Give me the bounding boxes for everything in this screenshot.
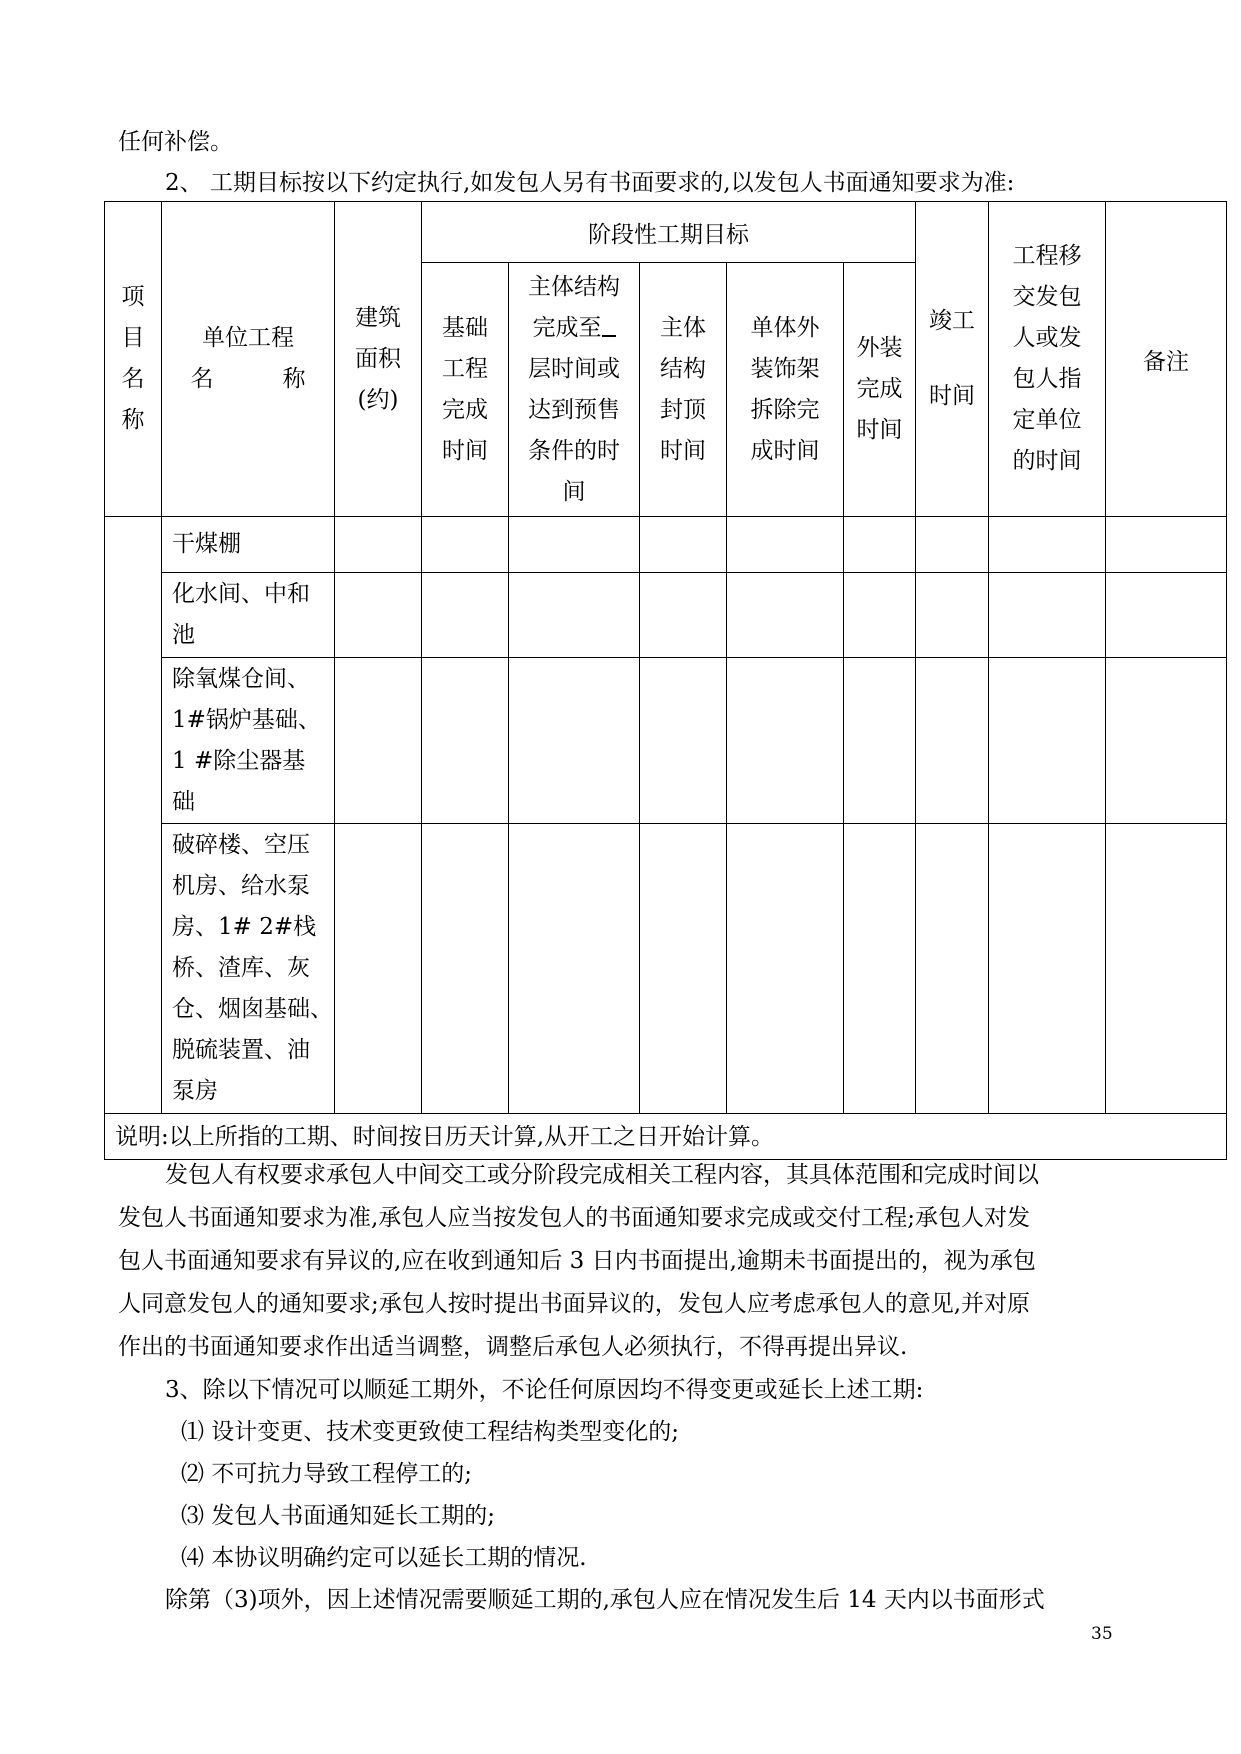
header-stage-scaffold: 单体外 装饰架 拆除完 成时间 [727,263,844,517]
schedule-table [104,201,1227,1160]
header-stage-group: 阶段性工期目标 [422,202,916,263]
list-item: ⑷ 本协议明确约定可以延长工期的情况. [181,1545,587,1571]
page-number: 35 [1091,1624,1113,1644]
unit-name-cell: 破碎楼、空压 机房、给水泵 房、1# 2#栈 桥、渣库、灰 仓、烟囱基础、 脱硫装置、油 泵房 [162,824,335,1114]
table-note: 说明:以上所指的工期、时间按日历天计算,从开工之日开始计算。 [105,1114,1227,1160]
header-stage-foundation: 基础 工程 完成 时间 [422,263,509,517]
paragraph-extension-notice: 除第（3)项外，因上述情况需要顺延工期的,承包人应在情况发生后 14 天内以书面形式 [165,1587,1045,1613]
list-item: ⑵ 不可抗力导致工程停工的; [181,1461,473,1487]
intro-line-2: 2、 工期目标按以下约定执行,如发包人另有书面要求的,以发包人书面通知要求为准: [165,170,1015,196]
list-item: ⑶ 发包人书面通知延长工期的; [181,1503,496,1529]
unit-name-cell: 除氧煤仓间、 1#锅炉基础、 1 #除尘器基 础 [162,658,335,824]
intro-line-1: 任何补偿。 [118,129,233,155]
header-project-name: 项 目 名 称 [105,202,162,517]
header-remarks: 备注 [1106,202,1227,517]
fill-blank [602,315,616,337]
table-row [105,517,1227,573]
table-row [105,658,1227,824]
list-item: ⑴ 设计变更、技术变更致使工程结构类型变化的; [181,1419,680,1445]
paragraph-interim-delivery: 发包人有权要求承包人中间交工或分阶段完成相关工程内容，其具体范围和完成时间以 发包人书面通知要求为准,承包人应当按发包人的书面通知要求完成或交付工程;承包人对发 包人书面通知要求有异议的,应在收到通知后 3 日内书面提出,逾期未书面提出的，视为承包 人同意发包人的通知要求;承包人按时提出书面异议的，发包人应考虑承包人的意见,并对原 作出的书面通知要求作出适当调整，调整后承包人必须执行，不得再提出异议. [118,1162,1039,1360]
project-name-cell [105,517,162,1114]
header-handover: 工程移 交发包 人或发 包人指 定单位 的时间 [989,202,1106,517]
header-stage-topping: 主体 结构 封顶 时间 [640,263,727,517]
item-3-heading: 3、除以下情况可以顺延工期外，不论任何原因均不得变更或延长上述工期: [165,1377,924,1403]
unit-name-cell: 干煤棚 [162,517,335,573]
header-area: 建筑 面积 (约) [335,202,422,517]
header-stage-exterior: 外装 完成 时间 [844,263,916,517]
table-row [105,824,1227,1114]
table-row [105,573,1227,658]
header-completion: 竣工 时间 [916,202,989,517]
header-stage-main-structure: 主体结构 完成至 层时间或 达到预售 条件的时 间 [509,263,640,517]
unit-name-cell: 化水间、中和 池 [162,573,335,658]
header-unit-name: 单位工程 名 称 [162,202,335,517]
